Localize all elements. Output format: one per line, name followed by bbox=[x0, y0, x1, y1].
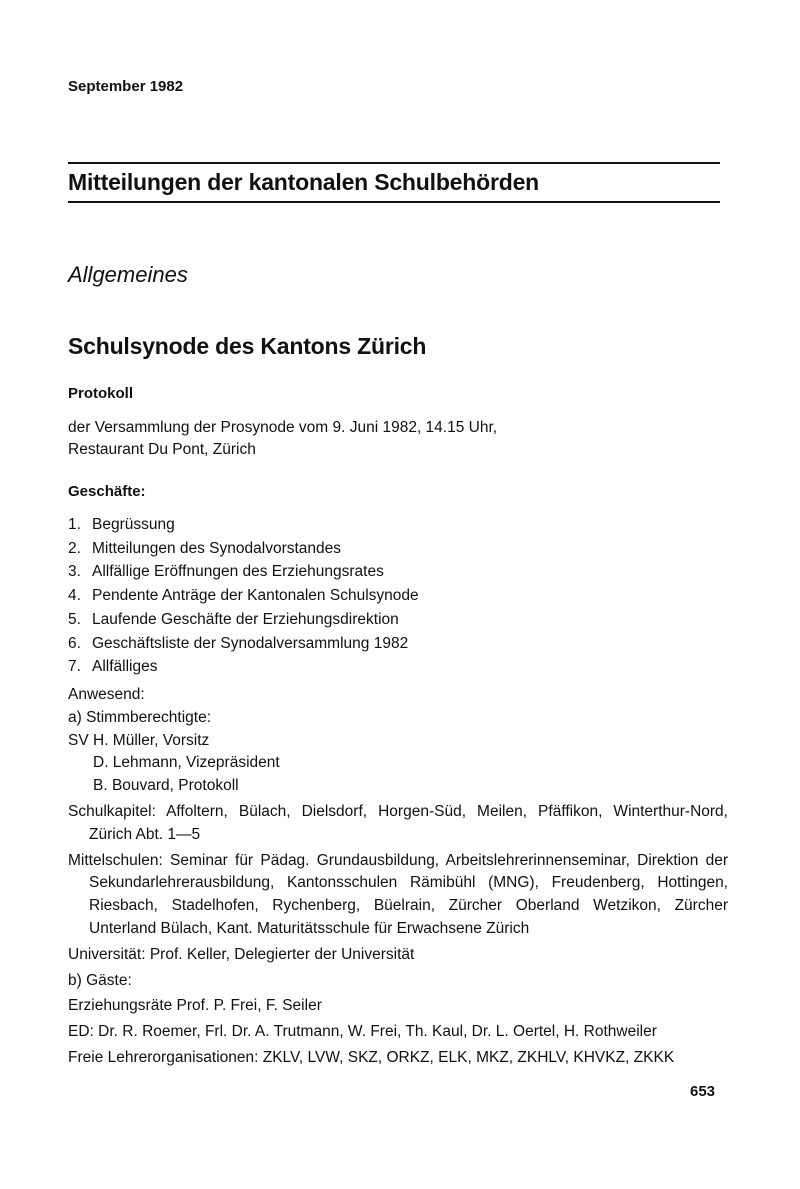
attendance-section bbox=[68, 684, 728, 1070]
agenda-item bbox=[68, 632, 419, 656]
agenda-item-text: Begrüssung bbox=[92, 516, 175, 533]
agenda-item-text: Mitteilungen des Synodalvorstandes bbox=[92, 539, 342, 557]
voting-members-title: a) Stimmberechtigte: bbox=[68, 708, 211, 726]
ed-line: ED: Dr. R. Roemer, Frl. Dr. A. Trutmann, W. Frei, Th. Kaul, Dr. L. Oertel, H. Rothweiler bbox=[68, 1023, 657, 1041]
issue-date: September 1982 bbox=[68, 78, 184, 95]
agenda-item bbox=[68, 560, 419, 584]
agenda-item-number: 2. bbox=[68, 539, 81, 557]
agenda-item-text: Allfällige Eröffnungen des Erziehungsrates bbox=[92, 563, 384, 581]
agenda-item-text: Geschäftsliste der Synodalversammlung 1982 bbox=[92, 634, 409, 652]
guests-title: b) Gäste: bbox=[68, 971, 132, 989]
agenda-title: Geschäfte: bbox=[68, 483, 146, 500]
erziehungsraete-line: Erziehungsräte Prof. P. Frei, F. Seiler bbox=[68, 997, 322, 1015]
board-prefix: SV bbox=[68, 731, 89, 749]
agenda-item-number: 6. bbox=[68, 634, 81, 652]
protocol-lines bbox=[68, 417, 497, 461]
title-rule-top bbox=[68, 162, 720, 164]
attendance-title: Anwesend: bbox=[68, 686, 145, 703]
agenda-item-number: 7. bbox=[68, 658, 81, 676]
schulkapitel-paragraph: Schulkapitel: Affoltern, Bülach, Dielsdorf, Horgen-Süd, Meilen, Pfäffikon, Winterthur-Nord, Zürich Abt. 1—5 bbox=[68, 802, 728, 843]
section-title: Mitteilungen der kantonalen Schulbehörden bbox=[68, 169, 540, 195]
category-heading: Allgemeines bbox=[68, 262, 188, 287]
agenda-item bbox=[68, 584, 419, 608]
agenda-item-number: 5. bbox=[68, 610, 81, 628]
protocol-line: der Versammlung der Prosynode vom 9. Juni 1982, 14.15 Uhr, bbox=[68, 419, 498, 436]
board-member: B. Bouvard, Protokoll bbox=[93, 777, 239, 795]
universitaet-line: Universität: Prof. Keller, Delegierter der Universität bbox=[68, 945, 415, 963]
article-heading: Schulsynode des Kantons Zürich bbox=[68, 333, 427, 359]
protocol-line: Restaurant Du Pont, Zürich bbox=[68, 441, 256, 458]
agenda-item-number: 3. bbox=[68, 563, 81, 581]
agenda-item-number: 4. bbox=[68, 587, 81, 605]
board-member-name: H. Müller, Vorsitz bbox=[93, 731, 210, 749]
mittelschulen-paragraph: Mittelschulen: Seminar für Pädag. Grundausbildung, Arbeitslehrerinnenseminar, Direktion der Sekundarlehrerausbildung, Kantonsschulen Rämibühl (MNG), Freudenberg, Hottingen, Riesbach, Stadelhofen, Rychenberg, Büelrain, Zürcher Oberland Wetzikon, Zürcher Unterland Bülach, Kant. Maturitätsschule für Erwachsene Zürich bbox=[68, 851, 728, 937]
agenda-item-number: 1. bbox=[68, 516, 81, 533]
agenda-item-text: Laufende Geschäfte der Erziehungsdirektion bbox=[92, 610, 399, 628]
agenda-item-text: Allfälliges bbox=[92, 658, 158, 676]
agenda-item bbox=[68, 513, 419, 537]
freie-lehrerorganisationen-line: Freie Lehrerorganisationen: ZKLV, LVW, SKZ, ORKZ, ELK, MKZ, ZKHLV, KHVKZ, ZKKK bbox=[68, 1048, 675, 1066]
agenda-item bbox=[68, 608, 419, 632]
agenda-item-text: Pendente Anträge der Kantonalen Schulsynode bbox=[92, 587, 419, 605]
board-member: D. Lehmann, Vizepräsident bbox=[93, 754, 280, 772]
page-number: 653 bbox=[690, 1083, 716, 1100]
agenda-item bbox=[68, 655, 419, 679]
board-member bbox=[68, 730, 728, 753]
agenda-item bbox=[68, 537, 419, 561]
agenda-list bbox=[68, 513, 419, 679]
title-rule-bottom bbox=[68, 201, 720, 203]
protocol-title: Protokoll bbox=[68, 385, 134, 402]
